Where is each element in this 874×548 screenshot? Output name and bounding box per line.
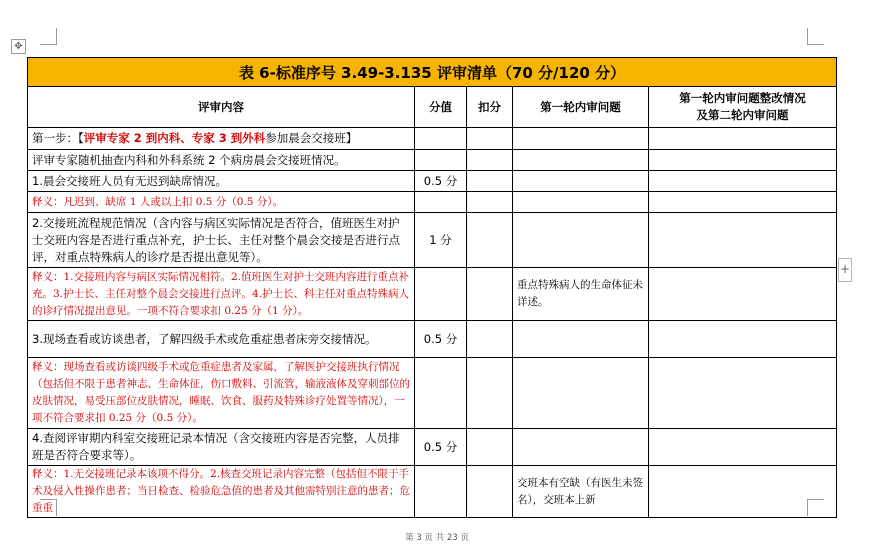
score-cell[interactable] (415, 358, 467, 429)
step1-prefix: 第一步：【 (32, 131, 84, 145)
first-round-cell[interactable] (513, 171, 649, 192)
first-round-cell[interactable] (513, 213, 649, 268)
table-title-row (28, 58, 837, 87)
score-cell[interactable]: 0.5 分 (415, 321, 467, 358)
header-content: 评审内容 (28, 87, 415, 128)
deduct-cell[interactable] (467, 150, 513, 171)
header-deduct: 扣分 (467, 87, 513, 128)
header-first-round: 第一轮内审问题 (513, 87, 649, 128)
page-footer: 第 3 页 共 23 页 (405, 533, 469, 543)
content-cell[interactable]: 2.交接班流程规范情况（含内容与病区实际情况是否符合，值班医生对护士交班内容是否进行重点补充，护士长、主任对整个晨会交接是否进行点评，对重点特殊病人的诊疗是否提出意见等）。 (28, 213, 415, 268)
first-round-cell[interactable] (513, 192, 649, 213)
rectify-cell[interactable] (649, 466, 837, 518)
add-column-icon[interactable]: + (838, 258, 852, 282)
content-cell[interactable]: 3.现场查看或访谈患者，了解四级手术或危重症患者床旁交接情况。 (28, 321, 415, 358)
score-cell[interactable] (415, 128, 467, 150)
table-row (28, 429, 837, 466)
content-cell[interactable]: 1.晨会交接班人员有无迟到缺席情况。 (28, 171, 415, 192)
header-rectify (649, 87, 837, 128)
table-row (28, 466, 837, 518)
table-title: 表 6-标准序号 3.49-3.135 评审清单（70 分/120 分） (28, 58, 837, 87)
table-row (28, 321, 837, 358)
table-row (28, 171, 837, 192)
step1-cell[interactable] (28, 128, 415, 150)
rectify-cell[interactable] (649, 321, 837, 358)
table-row (28, 150, 837, 171)
first-round-cell[interactable] (513, 321, 649, 358)
table-row (28, 192, 837, 213)
deduct-cell[interactable] (467, 128, 513, 150)
deduct-cell[interactable] (467, 192, 513, 213)
content-cell[interactable]: 评审专家随机抽查内科和外科系统 2 个病房晨会交接班情况。 (28, 150, 415, 171)
score-cell[interactable]: 0.5 分 (415, 171, 467, 192)
first-round-cell[interactable]: 重点特殊病人的生命体征未详述。 (513, 268, 649, 321)
first-round-cell[interactable]: 交班本有空缺（有医生未签名），交班本上新 (513, 466, 649, 518)
table-move-handle-icon[interactable]: ✥ (11, 39, 26, 54)
table-row (28, 268, 837, 321)
rectify-cell[interactable] (649, 213, 837, 268)
score-cell[interactable] (415, 268, 467, 321)
first-round-cell[interactable] (513, 128, 649, 150)
first-round-cell[interactable] (513, 150, 649, 171)
deduct-cell[interactable] (467, 171, 513, 192)
header-score: 分值 (415, 87, 467, 128)
deduct-cell[interactable] (467, 268, 513, 321)
rectify-cell[interactable] (649, 128, 837, 150)
score-cell[interactable]: 0.5 分 (415, 429, 467, 466)
step1-highlight: 评审专家 2 到内科、专家 3 到外科 (83, 131, 266, 145)
rectify-cell[interactable] (649, 150, 837, 171)
deduct-cell[interactable] (467, 321, 513, 358)
page-corner-mark (807, 28, 824, 45)
score-cell[interactable] (415, 150, 467, 171)
header-row (28, 87, 837, 128)
score-cell[interactable] (415, 192, 467, 213)
table-row (28, 358, 837, 429)
explanation-cell[interactable]: 释义：1.交接班内容与病区实际情况相符。2.值班医生对护士交班内容进行重点补充。3.护士长、主任对整个晨会交接进行点评。4.护士长、科主任对重点特殊病人的诊疗情况提出意见。一项不符合要求扣 0.25 分（1 分）。 (28, 268, 415, 321)
explanation-cell[interactable]: 释义：凡迟到、缺席 1 人或以上扣 0.5 分（0.5 分）。 (28, 192, 415, 213)
step1-suffix: 参加晨会交接班】 (265, 131, 358, 145)
deduct-cell[interactable] (467, 213, 513, 268)
explanation-cell[interactable]: 释义：1.无交接班记录本该项不得分。2.核查交班记录内容完整（包括但不限于手术及侵入性操作患者；当日检查、检验危急值的患者及其他需特别注意的患者；危重重 (28, 466, 415, 518)
first-round-cell[interactable] (513, 358, 649, 429)
rectify-cell[interactable] (649, 429, 837, 466)
page-corner-mark (40, 28, 57, 45)
rectify-cell[interactable] (649, 192, 837, 213)
deduct-cell[interactable] (467, 429, 513, 466)
review-checklist-table (27, 57, 837, 518)
table-row (28, 128, 837, 150)
header-rectify-line1: 第一轮内审问题整改情况 (679, 91, 806, 105)
score-cell[interactable]: 1 分 (415, 213, 467, 268)
first-round-cell[interactable] (513, 429, 649, 466)
explanation-cell[interactable]: 释义：现场查看或访谈四级手术或危重症患者及家属，了解医护交接班执行情况（包括但不限于患者神志、生命体征，伤口敷料、引流管，输液液体及穿刺部位的皮肤情况，易受压部位皮肤情况，睡眠、饮食、服药及特殊诊疗处置等情况），一项不符合要求扣 0.25 分（0.5 分）。 (28, 358, 415, 429)
rectify-cell[interactable] (649, 171, 837, 192)
score-cell[interactable] (415, 466, 467, 518)
header-rectify-line2: 及第二轮内审问题 (696, 108, 789, 122)
deduct-cell[interactable] (467, 358, 513, 429)
content-cell[interactable]: 4.查阅评审期内科室交接班记录本情况（含交接班内容是否完整，人员排班是否符合要求等）。 (28, 429, 415, 466)
rectify-cell[interactable] (649, 358, 837, 429)
table-row (28, 213, 837, 268)
deduct-cell[interactable] (467, 466, 513, 518)
rectify-cell[interactable] (649, 268, 837, 321)
